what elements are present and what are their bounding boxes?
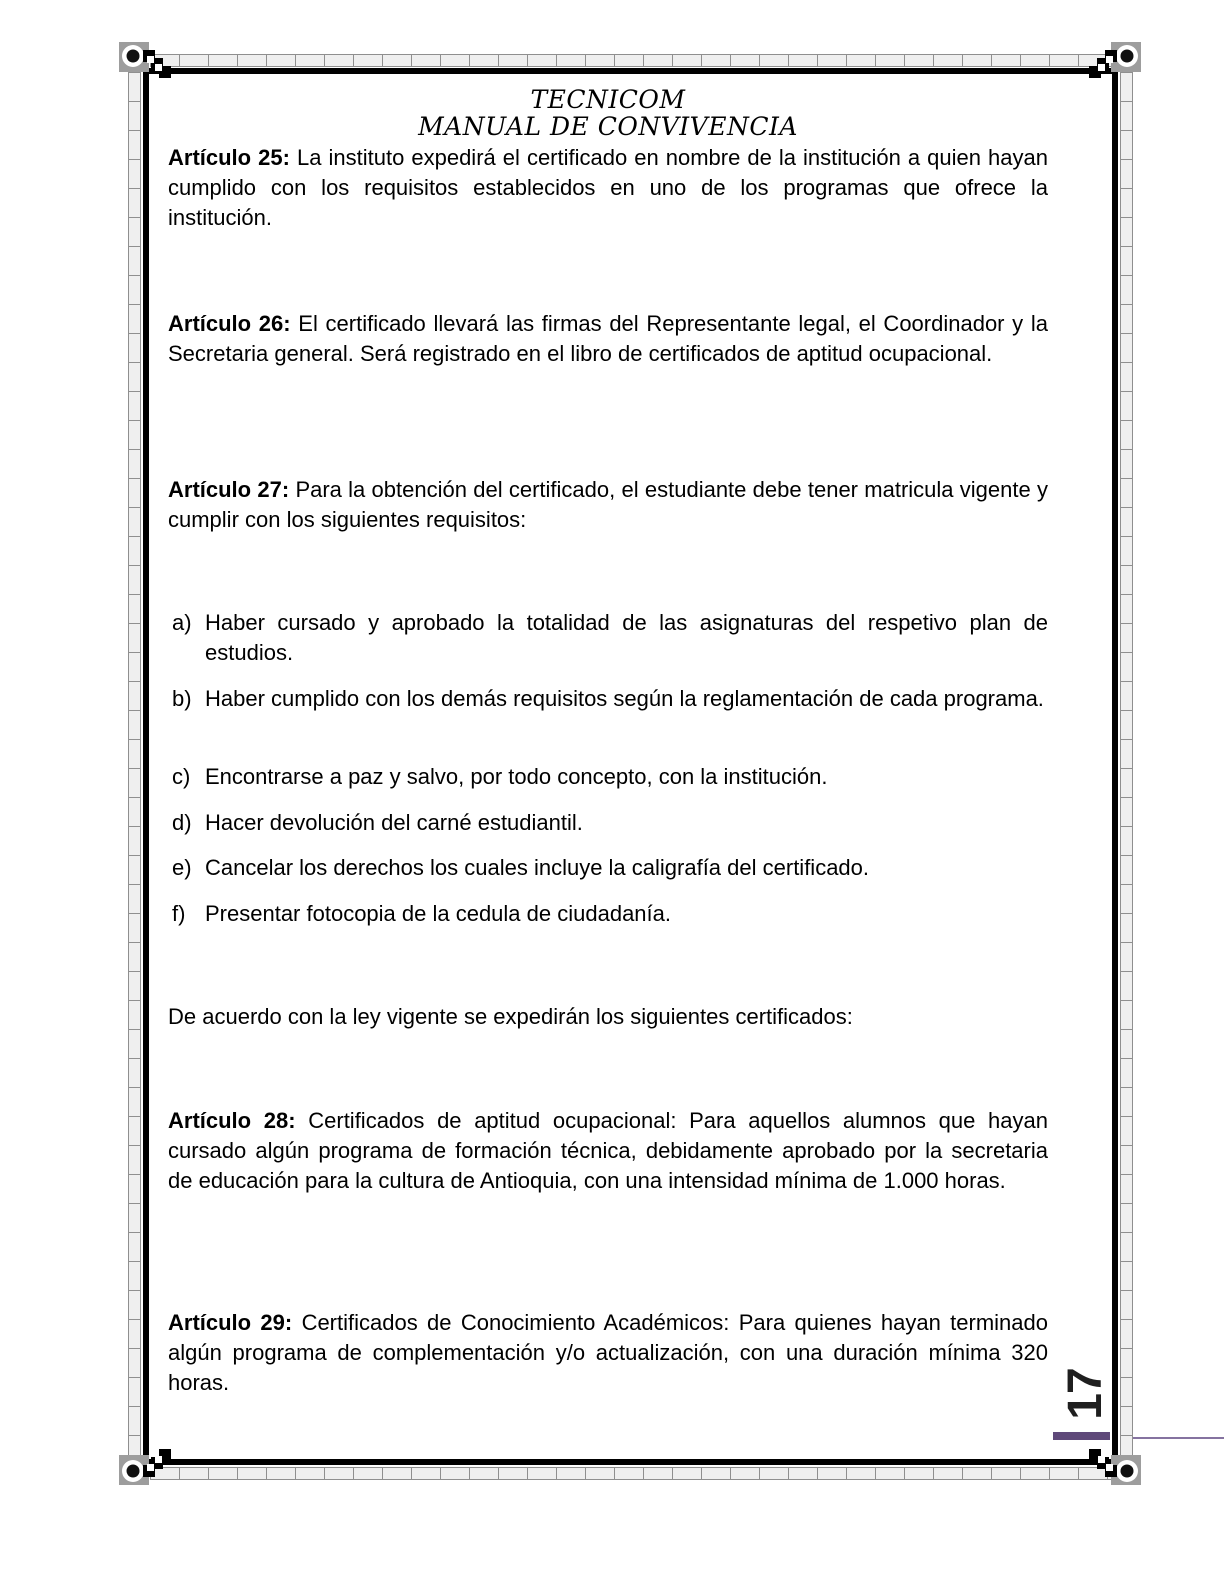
corner-grommet-icon [119, 1433, 171, 1485]
border-ladder-right [1120, 72, 1133, 1462]
article-29-label: Artículo 29: [168, 1310, 293, 1335]
article-25-paragraph [168, 143, 1048, 233]
border-ladder-top [150, 54, 1112, 67]
item-marker: d) [172, 810, 192, 835]
item-text: Presentar fotocopia de la cedula de ciudadanía. [205, 901, 671, 926]
corner-grommet-icon [1089, 1433, 1141, 1485]
page-number: 17 [1059, 1368, 1112, 1420]
closing-line: De acuerdo con la ley vigente se expedirán los siguientes certificados: [168, 1004, 853, 1029]
article-27-label: Artículo 27: [168, 477, 290, 502]
item-text: Encontrarse a paz y salvo, por todo concepto, con la institución. [205, 764, 828, 789]
requirement-item-c [168, 762, 1048, 792]
article-28-text: Certificados de aptitud ocupacional: Para aquellos alumnos que hayan cursado algún programa de formación técnica, debidamente aprobado por la secretaria de educación para la cultura de Antioquia, con una intensidad mínima de 1.000 horas. [168, 1108, 1048, 1193]
item-marker: c) [172, 764, 191, 789]
border-ladder-left [128, 72, 141, 1462]
article-29-paragraph [168, 1308, 1048, 1398]
page-number-accent-line [1133, 1437, 1224, 1439]
article-28-label: Artículo 28: [168, 1108, 296, 1133]
article-27-text: Para la obtención del certificado, el estudiante debe tener matricula vigente y cumplir con los siguientes requisitos: [168, 477, 1048, 532]
item-text: Cancelar los derechos los cuales incluye la caligrafía del certificado. [205, 855, 870, 880]
article-25-label: Artículo 25: [168, 145, 290, 170]
item-text: Haber cumplido con los demás requisitos según la reglamentación de cada programa. [205, 686, 1044, 711]
article-27-paragraph [168, 475, 1048, 535]
doc-subtitle: MANUAL DE CONVIVENCIA [418, 112, 798, 141]
corner-grommet-icon [1089, 42, 1141, 94]
requirement-item-a [168, 608, 1048, 668]
article-26-paragraph [168, 309, 1048, 369]
article-28-paragraph [168, 1106, 1048, 1196]
requirement-item-b [168, 684, 1048, 714]
doc-title: TECNICOM [530, 85, 686, 114]
article-29-text: Certificados de Conocimiento Académicos: Para quienes hayan terminado algún programa de complementación y/o actualización, con una duración mínima 320 horas. [168, 1310, 1048, 1395]
item-marker: b) [172, 686, 192, 711]
item-marker: f) [172, 901, 186, 926]
item-marker: e) [172, 855, 192, 880]
requirement-item-d [168, 808, 1048, 838]
corner-grommet-icon [119, 42, 171, 94]
requirement-item-f [168, 899, 1048, 929]
item-text: Haber cursado y aprobado la totalidad de las asignaturas del respetivo plan de estudios. [205, 610, 1048, 665]
article-25-text: La instituto expedirá el certificado en nombre de la institución a quien hayan cumplido con los requisitos establecidos en uno de los programas que ofrece la institución. [168, 145, 1048, 230]
requirement-item-e [168, 853, 1048, 883]
item-marker: a) [172, 610, 192, 635]
item-text: Hacer devolución del carné estudiantil. [205, 810, 583, 835]
article-26-label: Artículo 26: [168, 311, 291, 336]
article-26-text: El certificado llevará las firmas del Representante legal, el Coordinador y la Secretaria general. Será registrado en el libro de certificados de aptitud ocupacional. [168, 311, 1048, 366]
border-ladder-bottom [150, 1467, 1112, 1480]
